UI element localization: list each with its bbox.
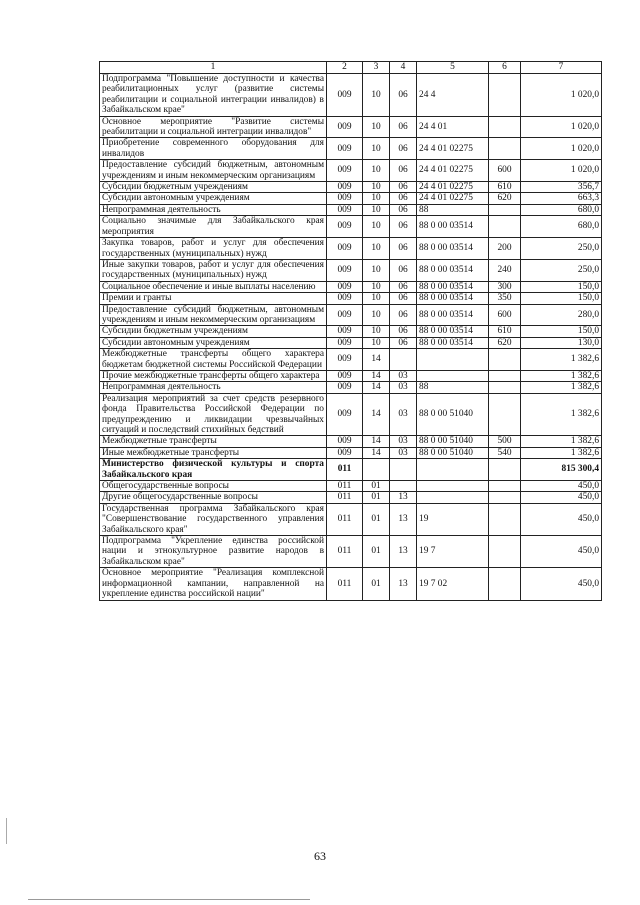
row-sum-cell: 815 300,4: [521, 459, 602, 481]
row-vr-cell: [489, 568, 521, 600]
row-name-cell: Приобретение современного оборудования для инвалидов: [100, 138, 327, 160]
row-name-cell: Подпрограмма "Повышение доступности и качества реабилитационных услуг (развитие системы реабилитации и социальной интеграции инвалидов) в Забайкальском крае": [100, 74, 327, 117]
row-csr-cell: [417, 370, 489, 381]
row-pr-cell: 06: [390, 281, 417, 292]
row-pr-cell: 06: [390, 216, 417, 238]
row-pr-cell: 06: [390, 204, 417, 215]
row-name-cell: Государственная программа Забайкальского края "Совершенствование государственного управления Забайкальского края": [100, 503, 327, 535]
row-rz-cell: 10: [363, 238, 390, 260]
row-csr-cell: 88 0 00 03514: [417, 326, 489, 337]
row-sum-cell: 1 020,0: [521, 160, 602, 182]
row-pr-cell: 06: [390, 326, 417, 337]
row-name-cell: Субсидии бюджетным учреждениям: [100, 182, 327, 193]
row-sum-cell: 680,0: [521, 216, 602, 238]
row-sum-cell: 1 382,6: [521, 382, 602, 393]
row-vr-cell: [489, 349, 521, 371]
row-grbs-cell: 009: [327, 337, 363, 348]
row-rz-cell: 14: [363, 349, 390, 371]
row-vr-cell: 350: [489, 293, 521, 304]
table-header-row: [100, 62, 602, 74]
row-csr-cell: [417, 492, 489, 503]
row-vr-cell: [489, 503, 521, 535]
header-cell: 1: [100, 62, 327, 74]
page-number: 63: [314, 849, 326, 863]
row-sum-cell: 356,7: [521, 182, 602, 193]
row-vr-cell: [489, 116, 521, 138]
row-vr-cell: 540: [489, 447, 521, 458]
table-row: [100, 447, 602, 458]
row-name-cell: Реализация мероприятий за счет средств резервного фонда Правительства Российской Федерации по предупреждению и ликвидации чрезвычайных ситуаций и последствий стихийных бедствий: [100, 393, 327, 436]
row-sum-cell: 250,0: [521, 238, 602, 260]
row-grbs-cell: 009: [327, 370, 363, 381]
row-grbs-cell: 011: [327, 492, 363, 503]
table-row: [100, 281, 602, 292]
row-csr-cell: 19: [417, 503, 489, 535]
row-pr-cell: 03: [390, 370, 417, 381]
row-vr-cell: [489, 138, 521, 160]
row-sum-cell: 1 020,0: [521, 116, 602, 138]
row-grbs-cell: 009: [327, 74, 363, 117]
table-row: [100, 293, 602, 304]
row-pr-cell: 06: [390, 293, 417, 304]
row-name-cell: Иные закупки товаров, работ и услуг для обеспечения государственных (муниципальных) нужд: [100, 259, 327, 281]
row-name-cell: Основное мероприятие "Реализация комплексной информационной кампании, направленной на укрепление единства российской нации": [100, 568, 327, 600]
row-vr-cell: [489, 393, 521, 436]
row-sum-cell: 450,0: [521, 536, 602, 568]
row-rz-cell: 14: [363, 447, 390, 458]
row-name-cell: Предоставление субсидий бюджетным, автономным учреждениям и иным некоммерческим организациям: [100, 304, 327, 326]
table-row: [100, 116, 602, 138]
row-rz-cell: 01: [363, 481, 390, 492]
row-pr-cell: [390, 459, 417, 481]
row-pr-cell: 13: [390, 568, 417, 600]
row-pr-cell: 06: [390, 182, 417, 193]
table-row: [100, 349, 602, 371]
row-vr-cell: [489, 74, 521, 117]
row-vr-cell: [489, 370, 521, 381]
row-csr-cell: [417, 459, 489, 481]
row-vr-cell: [489, 492, 521, 503]
row-csr-cell: 24 4 01 02275: [417, 182, 489, 193]
header-cell: 6: [489, 62, 521, 74]
row-csr-cell: 24 4 01 02275: [417, 138, 489, 160]
row-sum-cell: 280,0: [521, 304, 602, 326]
row-rz-cell: 10: [363, 293, 390, 304]
row-vr-cell: [489, 382, 521, 393]
row-pr-cell: 13: [390, 536, 417, 568]
row-pr-cell: 06: [390, 160, 417, 182]
bottom-divider: [28, 899, 310, 900]
row-sum-cell: 450,0: [521, 568, 602, 600]
header-cell: 4: [390, 62, 417, 74]
row-pr-cell: 06: [390, 138, 417, 160]
row-rz-cell: 10: [363, 116, 390, 138]
table-row: [100, 160, 602, 182]
row-grbs-cell: 011: [327, 536, 363, 568]
row-csr-cell: 88 0 00 03514: [417, 216, 489, 238]
table-row: [100, 459, 602, 481]
row-grbs-cell: 009: [327, 193, 363, 204]
row-sum-cell: 150,0: [521, 293, 602, 304]
row-rz-cell: 10: [363, 326, 390, 337]
row-csr-cell: [417, 349, 489, 371]
row-sum-cell: 250,0: [521, 259, 602, 281]
table-row: [100, 393, 602, 436]
row-name-cell: Социальное обеспечение и иные выплаты населению: [100, 281, 327, 292]
row-grbs-cell: 009: [327, 304, 363, 326]
row-grbs-cell: 011: [327, 568, 363, 600]
header-cell: 3: [363, 62, 390, 74]
row-vr-cell: [489, 204, 521, 215]
table-row: [100, 436, 602, 447]
row-name-cell: Общегосударственные вопросы: [100, 481, 327, 492]
row-csr-cell: 88 0 00 03514: [417, 259, 489, 281]
row-csr-cell: 88 0 00 03514: [417, 337, 489, 348]
row-sum-cell: 1 020,0: [521, 74, 602, 117]
row-rz-cell: 14: [363, 370, 390, 381]
row-rz-cell: 10: [363, 193, 390, 204]
row-pr-cell: 06: [390, 337, 417, 348]
row-rz-cell: 10: [363, 182, 390, 193]
row-vr-cell: [489, 216, 521, 238]
table-row: [100, 259, 602, 281]
row-grbs-cell: 009: [327, 238, 363, 260]
row-sum-cell: 1 382,6: [521, 447, 602, 458]
row-sum-cell: 150,0: [521, 326, 602, 337]
row-grbs-cell: 009: [327, 259, 363, 281]
row-rz-cell: 14: [363, 382, 390, 393]
row-vr-cell: 500: [489, 436, 521, 447]
row-rz-cell: 01: [363, 568, 390, 600]
table-row: [100, 568, 602, 600]
row-vr-cell: 620: [489, 337, 521, 348]
table-row: [100, 182, 602, 193]
row-pr-cell: 03: [390, 447, 417, 458]
row-pr-cell: 06: [390, 116, 417, 138]
row-vr-cell: 200: [489, 238, 521, 260]
row-name-cell: Субсидии автономным учреждениям: [100, 337, 327, 348]
row-csr-cell: 19 7: [417, 536, 489, 568]
row-pr-cell: [390, 349, 417, 371]
row-csr-cell: 88 0 00 51040: [417, 393, 489, 436]
row-rz-cell: 10: [363, 74, 390, 117]
row-vr-cell: [489, 481, 521, 492]
row-csr-cell: 88 0 00 51040: [417, 436, 489, 447]
row-sum-cell: 1 020,0: [521, 138, 602, 160]
table-row: [100, 370, 602, 381]
row-pr-cell: 06: [390, 304, 417, 326]
row-pr-cell: 06: [390, 259, 417, 281]
row-vr-cell: 620: [489, 193, 521, 204]
row-grbs-cell: 009: [327, 349, 363, 371]
row-rz-cell: 10: [363, 304, 390, 326]
row-rz-cell: [363, 459, 390, 481]
row-csr-cell: 24 4 01: [417, 116, 489, 138]
row-name-cell: Межбюджетные трансферты: [100, 436, 327, 447]
row-pr-cell: [390, 481, 417, 492]
row-sum-cell: 1 382,6: [521, 393, 602, 436]
row-sum-cell: 450,0: [521, 492, 602, 503]
row-name-cell: Премии и гранты: [100, 293, 327, 304]
row-csr-cell: 88 0 00 51040: [417, 447, 489, 458]
row-csr-cell: 88: [417, 204, 489, 215]
row-grbs-cell: 009: [327, 216, 363, 238]
row-rz-cell: 10: [363, 160, 390, 182]
table-row: [100, 193, 602, 204]
row-rz-cell: 10: [363, 259, 390, 281]
row-name-cell: Субсидии бюджетным учреждениям: [100, 326, 327, 337]
row-name-cell: Иные межбюджетные трансферты: [100, 447, 327, 458]
row-csr-cell: 88 0 00 03514: [417, 281, 489, 292]
row-csr-cell: 88 0 00 03514: [417, 238, 489, 260]
row-grbs-cell: 009: [327, 436, 363, 447]
row-pr-cell: 06: [390, 238, 417, 260]
row-pr-cell: 03: [390, 436, 417, 447]
row-pr-cell: 06: [390, 74, 417, 117]
row-sum-cell: 150,0: [521, 281, 602, 292]
row-grbs-cell: 009: [327, 116, 363, 138]
row-name-cell: Субсидии автономным учреждениям: [100, 193, 327, 204]
row-csr-cell: 24 4 01 02275: [417, 193, 489, 204]
row-sum-cell: 1 382,6: [521, 349, 602, 371]
row-pr-cell: 13: [390, 503, 417, 535]
row-csr-cell: 88 0 00 03514: [417, 293, 489, 304]
row-vr-cell: 600: [489, 160, 521, 182]
table-row: [100, 503, 602, 535]
row-name-cell: Основное мероприятие "Развитие системы реабилитации и социальной интеграции инвалидов": [100, 116, 327, 138]
table-row: [100, 481, 602, 492]
row-sum-cell: 130,0: [521, 337, 602, 348]
row-pr-cell: 06: [390, 193, 417, 204]
row-grbs-cell: 009: [327, 393, 363, 436]
row-grbs-cell: 009: [327, 326, 363, 337]
row-grbs-cell: 009: [327, 293, 363, 304]
row-rz-cell: 10: [363, 337, 390, 348]
row-name-cell: Непрограммная деятельность: [100, 382, 327, 393]
row-name-cell: Предоставление субсидий бюджетным, автономным учреждениям и иным некоммерческим организациям: [100, 160, 327, 182]
row-grbs-cell: 011: [327, 459, 363, 481]
row-rz-cell: 01: [363, 492, 390, 503]
row-grbs-cell: 009: [327, 160, 363, 182]
row-rz-cell: 10: [363, 281, 390, 292]
table-row: [100, 204, 602, 215]
row-grbs-cell: 009: [327, 138, 363, 160]
row-grbs-cell: 009: [327, 447, 363, 458]
row-vr-cell: [489, 536, 521, 568]
table-row: [100, 337, 602, 348]
row-grbs-cell: 009: [327, 382, 363, 393]
scan-edge-mark: [6, 818, 7, 844]
row-vr-cell: 600: [489, 304, 521, 326]
row-grbs-cell: 009: [327, 182, 363, 193]
header-cell: 5: [417, 62, 489, 74]
row-name-cell: Непрограммная деятельность: [100, 204, 327, 215]
row-vr-cell: [489, 459, 521, 481]
row-grbs-cell: 011: [327, 481, 363, 492]
row-name-cell: Прочие межбюджетные трансферты общего характера: [100, 370, 327, 381]
row-grbs-cell: 011: [327, 503, 363, 535]
row-csr-cell: 19 7 02: [417, 568, 489, 600]
row-sum-cell: 1 382,6: [521, 436, 602, 447]
table-row: [100, 138, 602, 160]
row-name-cell: Социально значимые для Забайкальского края мероприятия: [100, 216, 327, 238]
row-name-cell: Другие общегосударственные вопросы: [100, 492, 327, 503]
row-rz-cell: 14: [363, 393, 390, 436]
row-name-cell: Министерство физической культуры и спорта Забайкальского края: [100, 459, 327, 481]
row-vr-cell: 240: [489, 259, 521, 281]
table-row: [100, 536, 602, 568]
table-row: [100, 238, 602, 260]
table-body: [100, 74, 602, 601]
table-row: [100, 216, 602, 238]
row-csr-cell: 24 4 01 02275: [417, 160, 489, 182]
table-row: [100, 492, 602, 503]
row-csr-cell: 88: [417, 382, 489, 393]
row-name-cell: Закупка товаров, работ и услуг для обеспечения государственных (муниципальных) нужд: [100, 238, 327, 260]
row-rz-cell: 01: [363, 503, 390, 535]
row-rz-cell: 10: [363, 138, 390, 160]
row-grbs-cell: 009: [327, 204, 363, 215]
table-row: [100, 74, 602, 117]
table-row: [100, 382, 602, 393]
budget-table: [99, 61, 602, 601]
row-grbs-cell: 009: [327, 281, 363, 292]
table-row: [100, 304, 602, 326]
table-row: [100, 326, 602, 337]
row-pr-cell: 13: [390, 492, 417, 503]
row-csr-cell: [417, 481, 489, 492]
row-sum-cell: 1 382,6: [521, 370, 602, 381]
header-cell: 7: [521, 62, 602, 74]
row-pr-cell: 03: [390, 393, 417, 436]
row-rz-cell: 10: [363, 216, 390, 238]
row-sum-cell: 450,0: [521, 481, 602, 492]
row-pr-cell: 03: [390, 382, 417, 393]
header-cell: 2: [327, 62, 363, 74]
row-rz-cell: 14: [363, 436, 390, 447]
row-rz-cell: 01: [363, 536, 390, 568]
row-vr-cell: 610: [489, 326, 521, 337]
row-name-cell: Подпрограмма "Укрепление единства российской нации и этнокультурное развитие народов в Забайкальском крае": [100, 536, 327, 568]
row-csr-cell: 24 4: [417, 74, 489, 117]
row-sum-cell: 450,0: [521, 503, 602, 535]
row-vr-cell: 610: [489, 182, 521, 193]
row-sum-cell: 663,3: [521, 193, 602, 204]
row-csr-cell: 88 0 00 03514: [417, 304, 489, 326]
row-vr-cell: 300: [489, 281, 521, 292]
row-rz-cell: 10: [363, 204, 390, 215]
row-name-cell: Межбюджетные трансферты общего характера бюджетам бюджетной системы Российской Федерации: [100, 349, 327, 371]
row-sum-cell: 680,0: [521, 204, 602, 215]
